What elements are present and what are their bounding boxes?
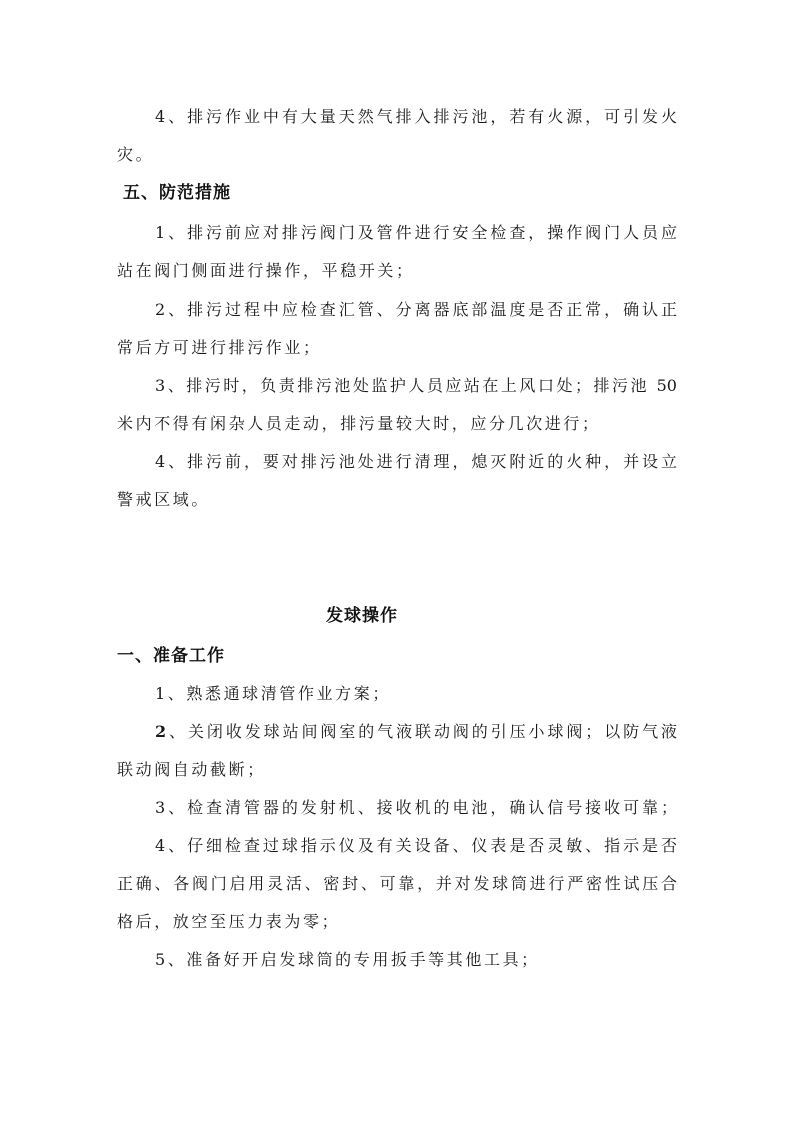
list-item-line: 4、仔细检查过球指示仪及有关设备、仪表是否灵敏、指示是否: [155, 836, 677, 855]
document-title: 发球操作: [326, 606, 398, 626]
item-text: 、关闭收发球站间阀室的气液联动阀的引压小球阀；以防气液: [166, 722, 677, 741]
section-heading: 五、防范措施: [123, 183, 231, 203]
list-item-line: 1、排污前应对排污阀门及管件进行安全检查，操作阀门人员应: [155, 223, 677, 242]
item-number: 2: [155, 722, 167, 741]
list-item-line: 警戒区域。: [117, 490, 211, 509]
list-item-line: 正确、各阀门启用灵活、密封、可靠，并对发球筒进行严密性试压合: [117, 874, 677, 893]
list-item-line: 3、排污时，负责排污池处监护人员应站在上风口处；排污池 50: [155, 376, 677, 395]
list-item-line: 2、排污过程中应检查汇管、分离器底部温度是否正常，确认正: [155, 300, 677, 319]
list-item-line: 站在阀门侧面进行操作，平稳开关；: [117, 261, 415, 280]
list-item-line: 3、检查清管器的发射机、接收机的电池，确认信号接收可靠；: [155, 798, 677, 817]
list-item-line: 常后方可进行排污作业；: [117, 338, 322, 357]
paragraph-line: 灾。: [117, 145, 155, 164]
list-item-line: [117, 722, 677, 742]
list-item-line: 联动阀自动截断；: [117, 760, 266, 779]
paragraph-line: 4、排污作业中有大量天然气排入排污池，若有火源，可引发火: [155, 107, 677, 126]
list-item-line: 1、熟悉通球清管作业方案；: [155, 684, 391, 703]
list-item-line: 4、排污前，要对排污池处进行清理，熄灭附近的火种，并设立: [155, 452, 677, 471]
section-heading: 一、准备工作: [117, 646, 225, 666]
list-item-line: 格后，放空至压力表为零；: [117, 912, 341, 931]
list-item-line: 5、准备好开启发球筒的专用扳手等其他工具；: [155, 950, 540, 969]
list-item-line: 米内不得有闲杂人员走动，排污量较大时，应分几次进行；: [117, 414, 601, 433]
